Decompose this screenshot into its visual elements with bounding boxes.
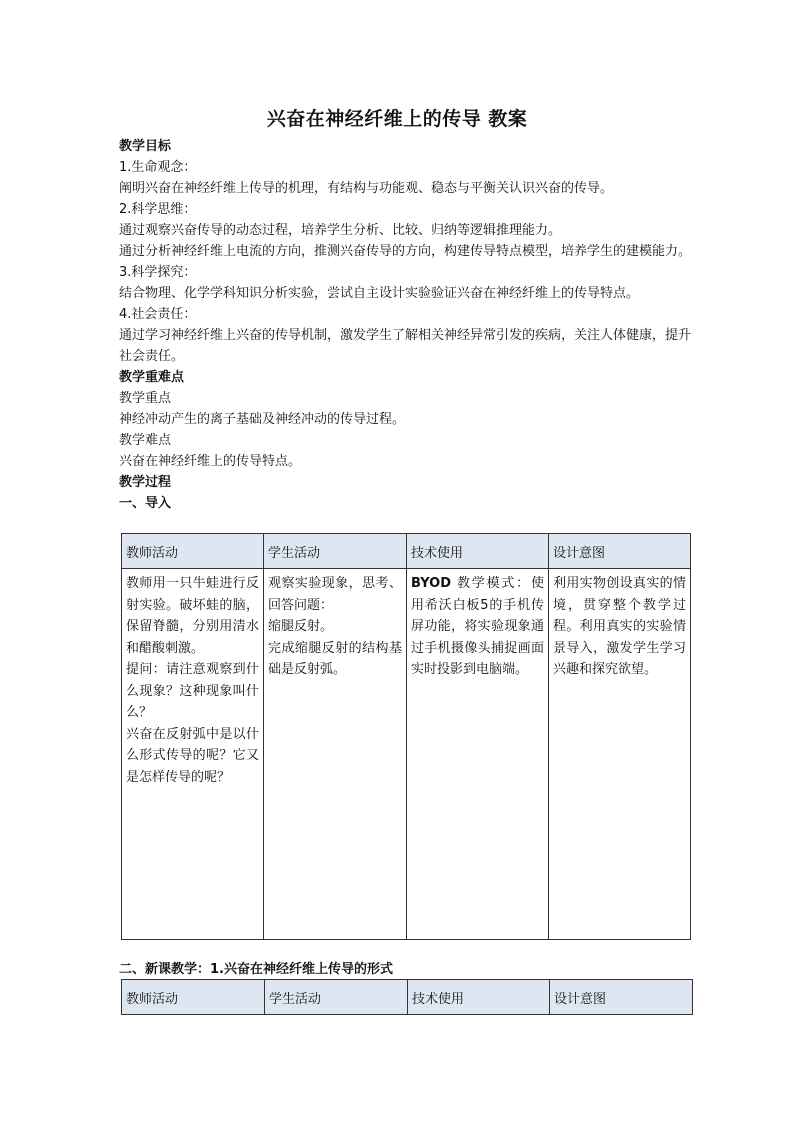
header-intent: 设计意图 (550, 980, 693, 1015)
goal1-heading: 1.生命观念： (119, 160, 197, 175)
student-activity-text: 观察实验现象，思考、回答问题： 缩腿反射。 完成缩腿反射的结构基础是反射弧。 (268, 576, 402, 677)
header-tech: 技术使用 (408, 980, 550, 1015)
table-header-row (122, 980, 693, 1015)
focus-text: 神经冲动产生的离子基础及神经冲动的传导过程。 (119, 412, 406, 427)
key-heading: 教学重难点 (119, 370, 185, 385)
goal3-text: 结合物理、化学学科知识分析实验，尝试自主设计实验验证兴奋在神经纤维上的传导特点。 (119, 286, 640, 301)
header-student: 学生活动 (265, 980, 408, 1015)
goals-heading: 教学目标 (119, 139, 172, 154)
difficulty-label: 教学难点 (119, 433, 172, 448)
header-teacher: 教师活动 (122, 980, 265, 1015)
goal4-heading: 4.社会责任： (119, 307, 197, 322)
goal1-text: 阐明兴奋在神经纤维上传导的机理，有结构与功能观、稳态与平衡关认识兴奋的传导。 (119, 181, 614, 196)
design-intent-text: 利用实物创设真实的情境，贯穿整个教学过程。利用真实的实验情景导入，激发学生学习兴趣和探究欲望。 (553, 576, 686, 677)
goal4-text: 通过学习神经纤维上兴奋的传导机制，激发学生了解相关神经异常引发的疾病，关注人体健康，提升社会责任。 (119, 328, 692, 364)
teacher-activity-text: 教师用一只牛蛙进行反射实验。破坏蛙的脑，保留脊髓，分别用清水和醋酸刺激。 提问：请注意观察到什么现象？这种现象叫什么？ 兴奋在反射弧中是以什么形式传导的呢？它又是怎样传导的呢？ (126, 576, 259, 785)
cell-intent (549, 569, 691, 940)
cell-tech (407, 569, 549, 940)
new-lesson-table (121, 979, 693, 1015)
intro-table (121, 533, 691, 940)
process-heading: 教学过程 (119, 475, 172, 490)
focus-label: 教学重点 (119, 391, 172, 406)
table-header-row (122, 534, 691, 569)
document-body (119, 136, 691, 514)
goal2-text-b: 通过分析神经纤维上电流的方向，推测兴奋传导的方向，构建传导特点模型，培养学生的建模能力。 (119, 244, 692, 259)
tech-bold-label: BYOD (411, 576, 451, 591)
cell-student (264, 569, 407, 940)
header-tech: 技术使用 (407, 534, 549, 569)
cell-teacher (122, 569, 264, 940)
table-row (122, 569, 691, 940)
header-student: 学生活动 (264, 534, 407, 569)
header-teacher: 教师活动 (122, 534, 264, 569)
difficulty-text: 兴奋在神经纤维上的传导特点。 (119, 454, 302, 469)
part2-heading: 二、新课教学：1.兴奋在神经纤维上传导的形式 (119, 962, 393, 977)
tech-usage-text: 教学模式：使用希沃白板5的手机传屏功能，将实验现象通过手机摄像头捕捉画面实时投影到电脑端。 (411, 576, 544, 677)
goal3-heading: 3.科学探究： (119, 265, 197, 280)
goal2-heading: 2.科学思维： (119, 202, 197, 217)
part1-heading: 一、导入 (119, 496, 172, 511)
page-title: 兴奋在神经纤维上的传导 教案 (266, 108, 528, 130)
goal2-text-a: 通过观察兴奋传导的动态过程，培养学生分析、比较、归纳等逻辑推理能力。 (119, 223, 562, 238)
header-intent: 设计意图 (549, 534, 691, 569)
